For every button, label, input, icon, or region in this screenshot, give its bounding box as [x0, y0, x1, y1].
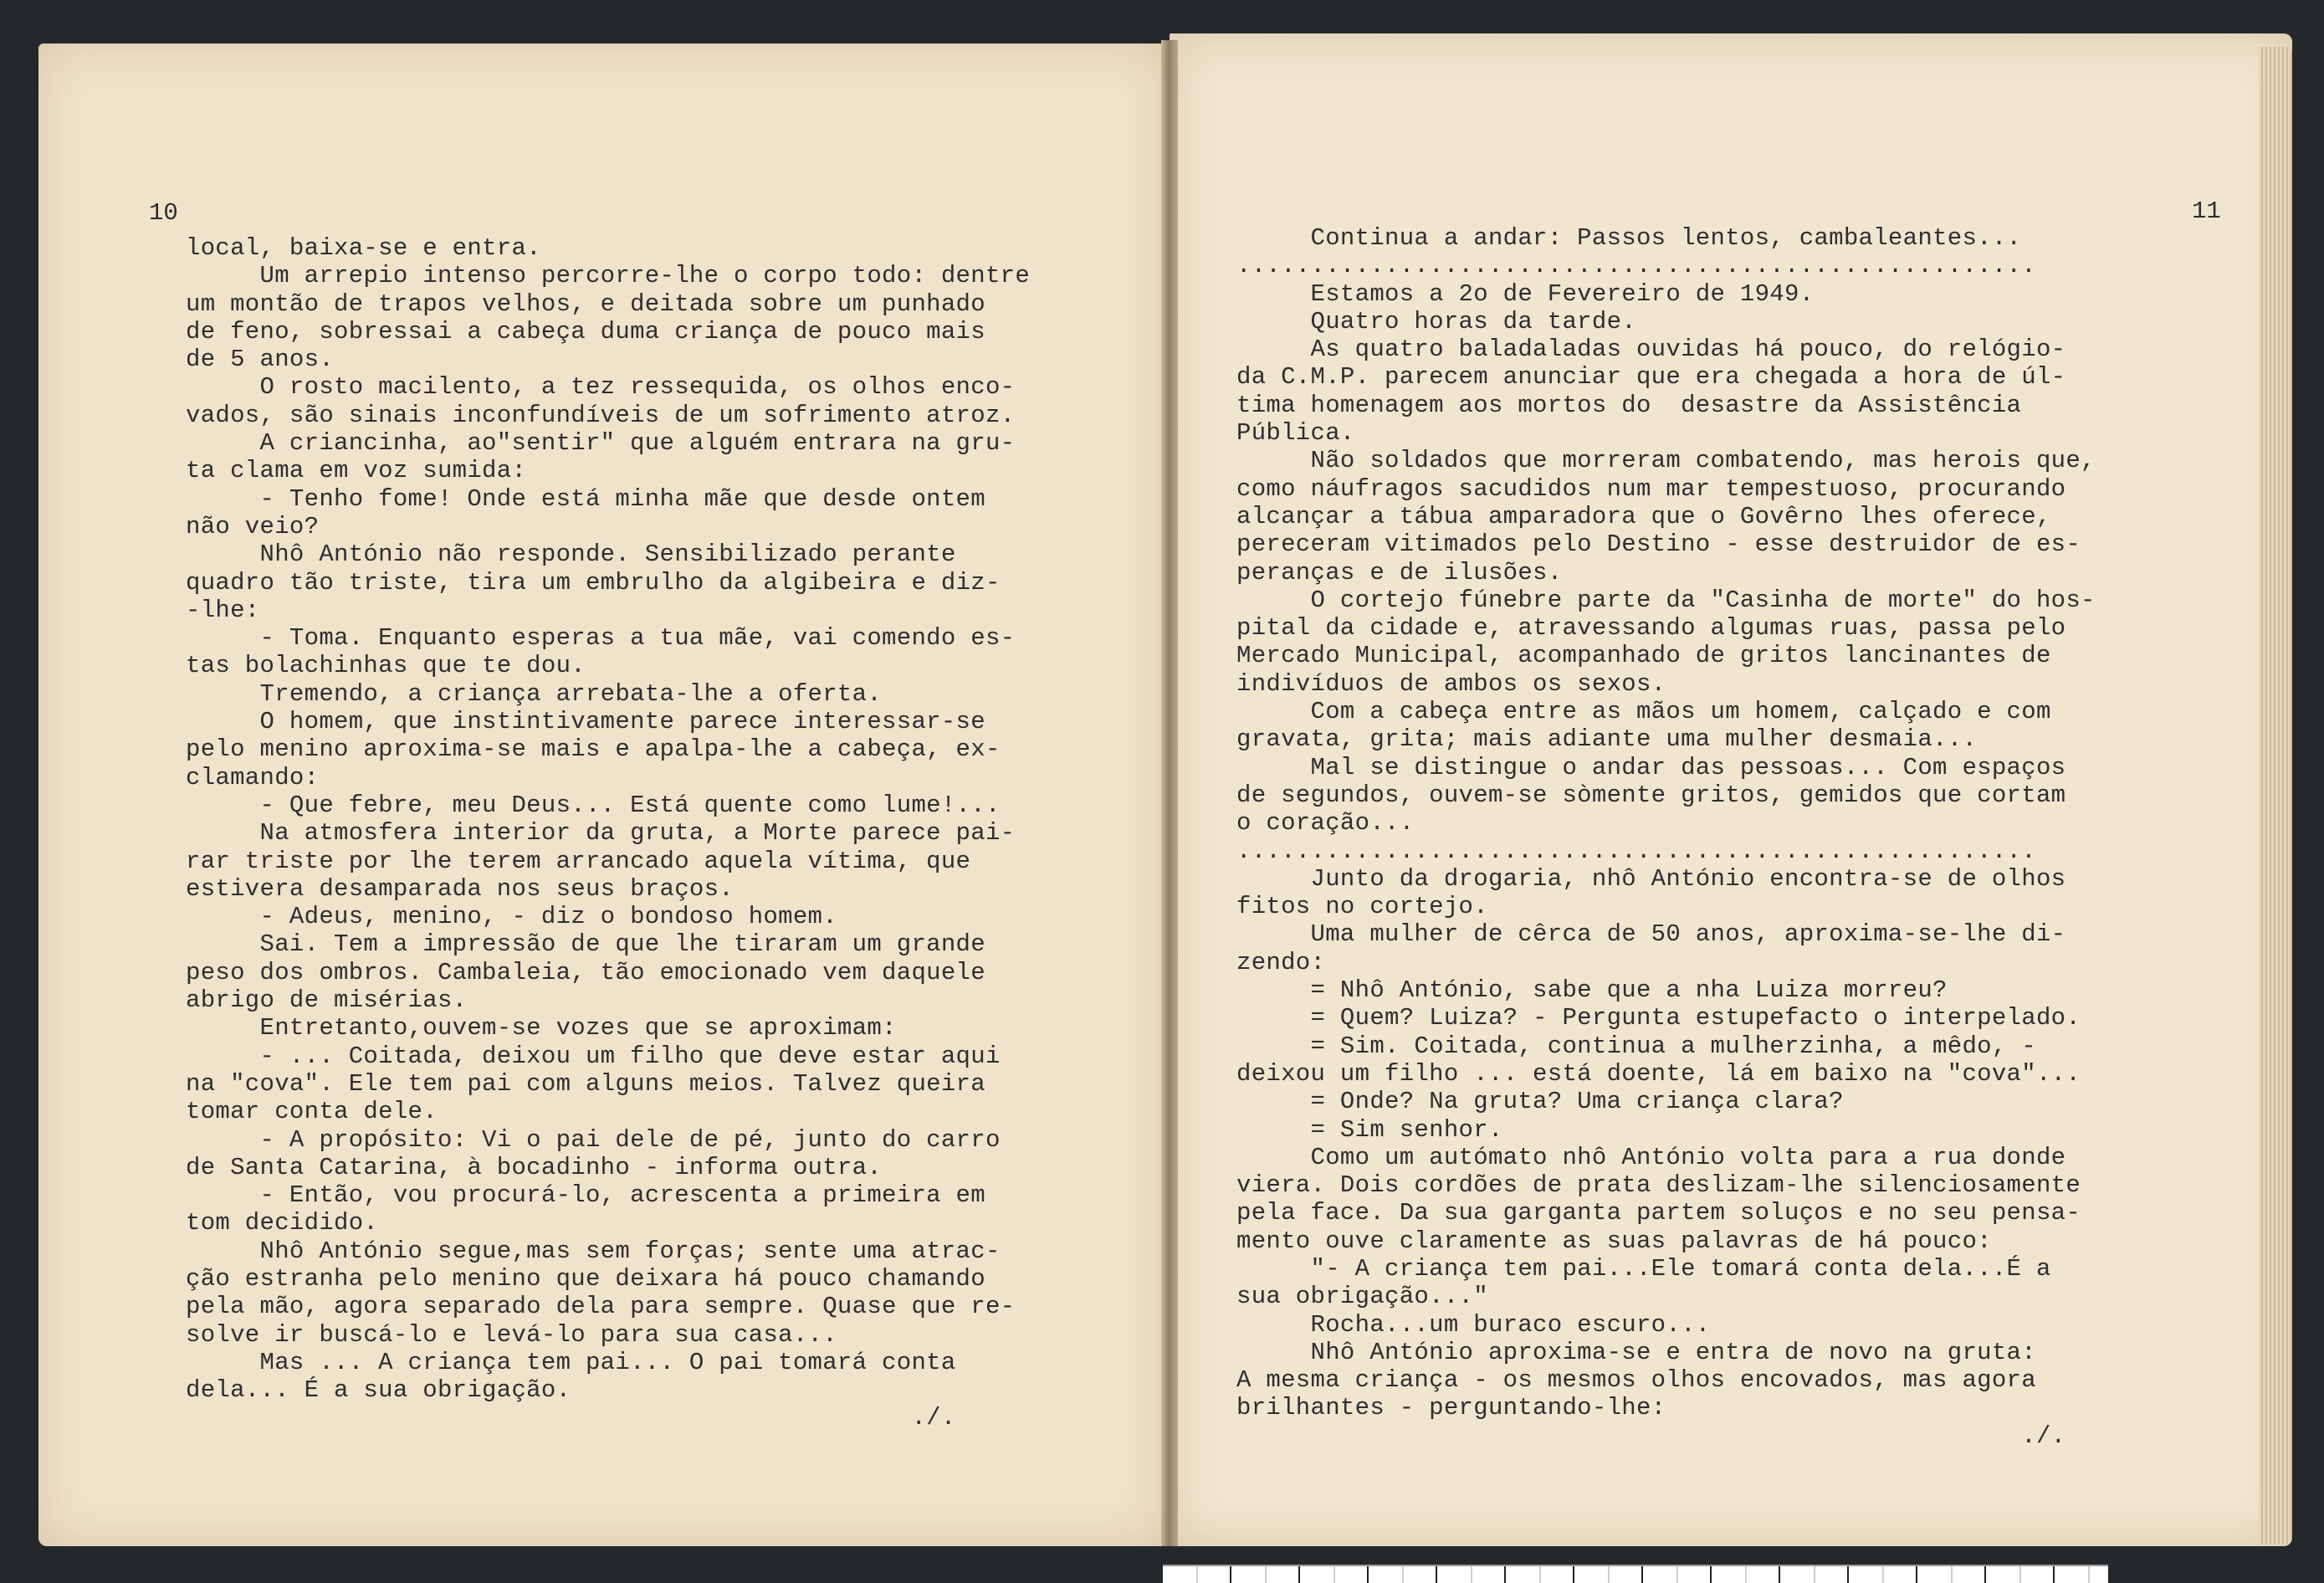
right-page-text-line: Pública.	[1236, 419, 1355, 448]
left-page-text-line: - Tenho fome! Onde está minha mãe que desde ontem	[186, 484, 985, 513]
left-page-number: 10	[149, 199, 178, 227]
right-page-text-line: mento ouve claramente as suas palavras de há pouco:	[1236, 1227, 1992, 1255]
right-page-text-line: = Sim. Coitada, continua a mulherzinha, a mêdo, -	[1236, 1032, 2036, 1060]
right-page-text-line: viera. Dois cordões de prata deslizam-lhe silenciosamente	[1236, 1171, 2081, 1200]
left-page-text-line: não veio?	[186, 512, 320, 540]
right-page-text-line: ./.	[1236, 1422, 2066, 1450]
left-page-text-line: Um arrepio intenso percorre-lhe o corpo todo: dentre	[186, 262, 1031, 290]
right-page-text-line: indivíduos de ambos os sexos.	[1236, 669, 1666, 698]
left-page-text-line: Nhô António segue,mas sem forças; sente uma atrac-	[186, 1237, 1001, 1265]
right-page-text-line: o coração...	[1236, 809, 1415, 838]
left-page-text-line: quadro tão triste, tira um embrulho da algibeira e diz-	[186, 568, 1001, 597]
right-page-text-line: tima homenagem aos mortos do desastre da Assistência	[1236, 391, 2022, 419]
left-page-text-line: Entretanto,ouvem-se vozes que se aproximam:	[186, 1014, 897, 1043]
right-page-text-line: Mal se distingue o andar das pessoas... Com espaços	[1236, 753, 2066, 781]
right-page-text-line: pela face. Da sua garganta partem soluços e no seu pensa-	[1236, 1199, 2081, 1227]
left-page-text-line: Mas ... A criança tem pai... O pai tomará conta	[186, 1348, 956, 1376]
left-page-text-line: vados, são sinais inconfundíveis de um sofrimento atroz.	[186, 401, 1016, 429]
left-page-text-line: rar triste por lhe terem arrancado aquela vítima, que	[186, 847, 971, 875]
right-page-text-line: ......................................................	[1236, 837, 2036, 865]
right-page-text-line: Uma mulher de cêrca de 50 anos, aproxima-se-lhe di-	[1236, 920, 2066, 949]
scale-ruler	[1163, 1565, 2108, 1583]
left-page-text-line: -lhe:	[186, 596, 260, 624]
left-page-text-line: abrigo de misérias.	[186, 986, 468, 1015]
left-page-text-line: pela mão, agora separado dela para sempre. Quase que re-	[186, 1293, 1016, 1321]
left-page-text-line: Na atmosfera interior da gruta, a Morte parece pai-	[186, 819, 1016, 848]
book-gutter	[1161, 40, 1178, 1546]
left-page-text-line: Tremendo, a criança arrebata-lhe a oferta.	[186, 679, 883, 708]
right-page-text-line: Não soldados que morreram combatendo, mas herois que,	[1236, 447, 2096, 475]
left-page-text-line: tas bolachinhas que te dou.	[186, 652, 586, 680]
left-page-text-line: tom decidido.	[186, 1209, 379, 1237]
right-page-text-line: Quatro horas da tarde.	[1236, 307, 1636, 336]
right-page-text-line: da C.M.P. parecem anunciar que era chegada a hora de úl-	[1236, 363, 2066, 392]
left-page-text-line: - Adeus, menino, - diz o bondoso homem.	[186, 903, 837, 931]
right-page-text-line: brilhantes - perguntando-lhe:	[1236, 1394, 1666, 1422]
right-page-text-line: Nhô António aproxima-se e entra de novo na gruta:	[1236, 1338, 2036, 1366]
left-page-text-line: de Santa Catarina, à bocadinho - informa outra.	[186, 1153, 883, 1181]
right-page-text-line: Mercado Municipal, acompanhado de gritos lancinantes de	[1236, 642, 2051, 670]
left-page-text-line: pelo menino aproxima-se mais e apalpa-lhe a cabeça, ex-	[186, 735, 1001, 764]
right-page-text-line: = Onde? Na gruta? Uma criança clara?	[1236, 1088, 1844, 1116]
right-page-text-line: gravata, grita; mais adiante uma mulher desmaia...	[1236, 725, 1978, 754]
left-page-text-line: ta clama em voz sumida:	[186, 457, 527, 485]
right-page-text-line: peranças e de ilusões.	[1236, 558, 1563, 587]
left-page-text-line: de feno, sobressai a cabeça duma criança de pouco mais	[186, 317, 985, 346]
left-page-text-line: de 5 anos.	[186, 346, 335, 374]
right-page-text-line: alcançar a tábua amparadora que o Govêrno lhes oferece,	[1236, 502, 2051, 530]
left-page-text-line: local, baixa-se e entra.	[186, 234, 541, 262]
right-page-text-line: Estamos a 2o de Fevereiro de 1949.	[1236, 279, 1815, 308]
left-page-text-line: peso dos ombros. Cambaleia, tão emocionado vem daquele	[186, 958, 985, 986]
left-page-text-line: - ... Coitada, deixou um filho que deve estar aqui	[186, 1042, 1001, 1070]
right-page-text-line: pital da cidade e, atravessando algumas ruas, passa pelo	[1236, 614, 2066, 643]
left-page-text-line: A criancinha, ao"sentir" que alguém entrara na gru-	[186, 429, 1016, 458]
left-page-text-line: ./.	[186, 1404, 956, 1432]
right-page-text	[1236, 224, 2096, 1450]
right-page-text-line: Com a cabeça entre as mãos um homem, calçado e com	[1236, 698, 2051, 726]
right-page-text-line: = Nhô António, sabe que a nha Luiza morreu?	[1236, 976, 1948, 1005]
right-page-number: 11	[2192, 197, 2221, 225]
right-page-text-line: de segundos, ouvem-se sòmente gritos, gemidos que cortam	[1236, 781, 2066, 809]
right-page-text-line: ......................................................	[1236, 252, 2036, 280]
right-page-text-line: Junto da drogaria, nhô António encontra-se de olhos	[1236, 864, 2066, 893]
right-page-text-line: As quatro baladaladas ouvidas há pouco, do relógio-	[1236, 336, 2066, 364]
left-page-text-line: estivera desamparada nos seus braços.	[186, 874, 735, 903]
right-page-text-line: como náufragos sacudidos num mar tempestuoso, procurando	[1236, 474, 2066, 503]
left-page-text-line: - Que febre, meu Deus... Está quente como lume!...	[186, 791, 1001, 819]
right-page-text-line: deixou um filho ... está doente, lá em baixo na "cova"...	[1236, 1059, 2081, 1088]
left-page-text-line: O homem, que instintivamente parece interessar-se	[186, 708, 985, 736]
right-page-text-line: pereceram vitimados pelo Destino - esse destruidor de es-	[1236, 530, 2081, 559]
left-page-text-line: Sai. Tem a impressão de que lhe tiraram um grande	[186, 930, 985, 959]
left-page-text	[186, 234, 1030, 1432]
left-page-text-line: - Então, vou procurá-lo, acrescenta a primeira em	[186, 1181, 985, 1210]
right-page-text-line: Continua a andar: Passos lentos, cambaleantes...	[1236, 224, 2022, 252]
left-page-text-line: dela... É a sua obrigação.	[186, 1376, 571, 1405]
left-page-text-line: clamando:	[186, 763, 320, 792]
right-page-text-line: zendo:	[1236, 948, 1326, 976]
right-page-text-line: Rocha...um buraco escuro...	[1236, 1310, 1711, 1339]
left-page-text-line: um montão de trapos velhos, e deitada sobre um punhado	[186, 289, 985, 318]
left-page-text-line: O rosto macilento, a tez ressequida, os olhos enco-	[186, 373, 1016, 402]
right-page-text-line: = Sim senhor.	[1236, 1115, 1503, 1144]
right-page-text-line: fitos no cortejo.	[1236, 893, 1488, 921]
left-page-text-line: Nhô António não responde. Sensibilizado perante	[186, 540, 956, 569]
page-edges	[2259, 47, 2292, 1545]
right-page-text-line: sua obrigação..."	[1236, 1283, 1488, 1311]
right-page-text-line: = Quem? Luiza? - Pergunta estupefacto o interpelado.	[1236, 1004, 2081, 1032]
left-page-text-line: na "cova". Ele tem pai com alguns meios. Talvez queira	[186, 1069, 985, 1098]
left-page-text-line: ção estranha pelo menino que deixara há pouco chamando	[186, 1264, 985, 1293]
left-page-text-line: - Toma. Enquanto esperas a tua mãe, vai comendo es-	[186, 624, 1016, 653]
right-page-text-line: "- A criança tem pai...Ele tomará conta dela...É a	[1236, 1254, 2051, 1283]
left-page-text-line: solve ir buscá-lo e levá-lo para sua casa...	[186, 1320, 837, 1349]
right-page-text-line: Como um autómato nhô António volta para a rua donde	[1236, 1143, 2066, 1171]
right-page-text-line: O cortejo fúnebre parte da "Casinha de morte" do hos-	[1236, 586, 2096, 614]
left-page-text-line: tomar conta dele.	[186, 1098, 438, 1126]
right-page-text-line: A mesma criança - os mesmos olhos encovados, mas agora	[1236, 1366, 2036, 1395]
left-page-text-line: - A propósito: Vi o pai dele de pé, junto do carro	[186, 1125, 1001, 1154]
